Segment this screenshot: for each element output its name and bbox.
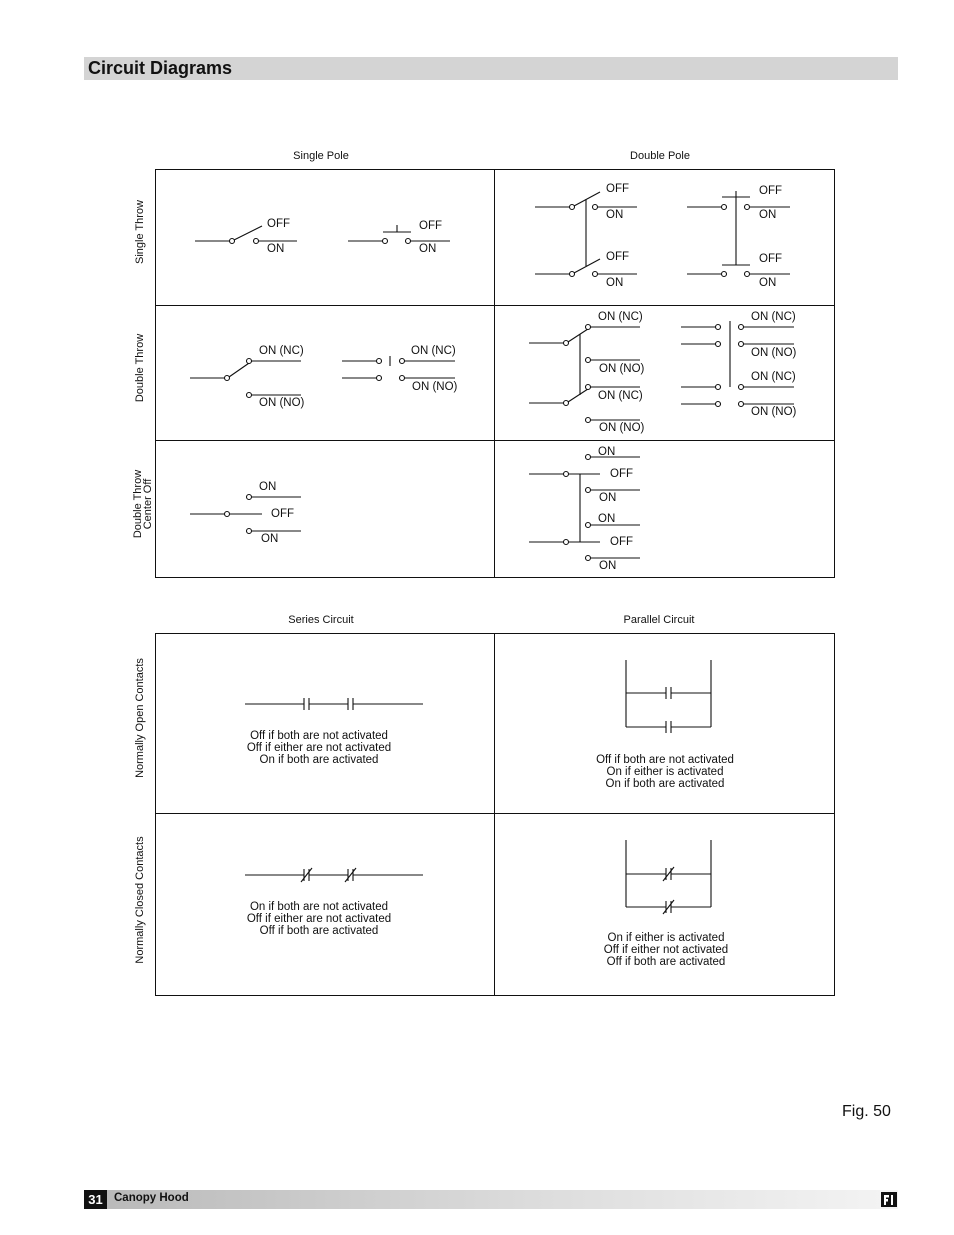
svg-text:ON (NO): ON (NO) xyxy=(599,363,645,375)
no-parallel-diagram xyxy=(626,660,711,733)
svg-text:OFF: OFF xyxy=(606,183,629,195)
svg-text:ON: ON xyxy=(599,492,617,504)
caption-line: On if either is activated xyxy=(606,766,724,778)
svg-text:ON: ON xyxy=(606,277,624,289)
row-header-line-1: Double Throw xyxy=(132,469,144,539)
svg-text:ON (NC): ON (NC) xyxy=(751,371,796,383)
page-number: 31 xyxy=(84,1190,107,1209)
svg-text:ON (NC): ON (NC) xyxy=(259,345,304,357)
caption-line: Off if both are not activated xyxy=(596,754,734,766)
caption-line: Off if either are not activated xyxy=(246,742,392,754)
svg-text:ON: ON xyxy=(599,560,617,572)
svg-text:ON (NO): ON (NO) xyxy=(259,397,305,409)
nc-parallel-caption xyxy=(546,932,786,968)
svg-text:ON: ON xyxy=(598,513,616,525)
caption-line: Off if both are not activated xyxy=(250,730,388,742)
caption-line: Off if both are activated xyxy=(606,956,726,968)
svg-text:OFF: OFF xyxy=(759,185,782,197)
svg-text:ON (NC): ON (NC) xyxy=(411,345,456,357)
caption-line: Off if both are activated xyxy=(259,925,379,937)
caption-line: Off if either not activated xyxy=(603,944,729,956)
row-header-normally-open: Normally Open Contacts xyxy=(134,658,146,778)
brand-logo-icon xyxy=(880,1190,898,1209)
row-header-single-throw: Single Throw xyxy=(134,200,146,264)
column-header-double-pole: Double Pole xyxy=(630,150,690,162)
svg-text:OFF: OFF xyxy=(610,536,633,548)
svg-text:ON (NC): ON (NC) xyxy=(751,311,796,323)
column-header-series-circuit: Series Circuit xyxy=(288,614,354,626)
no-series-diagram xyxy=(245,698,423,710)
caption-line: On if both are not activated xyxy=(249,901,389,913)
svg-text:ON: ON xyxy=(261,533,279,545)
svg-text:ON (NO): ON (NO) xyxy=(599,422,645,434)
column-header-single-pole: Single Pole xyxy=(293,150,349,162)
no-parallel-caption xyxy=(545,754,785,790)
column-header-parallel-circuit: Parallel Circuit xyxy=(623,614,695,626)
nc-series-diagram xyxy=(245,868,423,882)
svg-text:OFF: OFF xyxy=(419,220,442,232)
svg-text:ON: ON xyxy=(419,243,437,255)
figure-label: Fig. 50 xyxy=(842,1103,891,1120)
svg-text:ON: ON xyxy=(267,243,285,255)
row-header-normally-closed: Normally Closed Contacts xyxy=(134,836,146,964)
svg-text:ON (NC): ON (NC) xyxy=(598,390,643,402)
svg-text:ON: ON xyxy=(598,446,616,458)
page-footer xyxy=(84,1190,898,1209)
svg-text:OFF: OFF xyxy=(610,468,633,480)
caption-line: On if both are activated xyxy=(259,754,379,766)
caption-line: On if both are activated xyxy=(605,778,725,790)
svg-text:ON (NC): ON (NC) xyxy=(598,311,643,323)
svg-text:OFF: OFF xyxy=(759,253,782,265)
svg-text:ON (NO): ON (NO) xyxy=(751,406,797,418)
svg-text:OFF: OFF xyxy=(267,218,290,230)
row-header-double-throw: Double Throw xyxy=(134,333,146,403)
nc-parallel-diagram xyxy=(626,840,711,914)
svg-text:ON: ON xyxy=(759,209,777,221)
svg-text:ON (NO): ON (NO) xyxy=(751,347,797,359)
nc-series-caption xyxy=(199,901,439,937)
svg-text:OFF: OFF xyxy=(271,508,294,520)
no-series-caption xyxy=(199,730,439,766)
svg-text:ON: ON xyxy=(759,277,777,289)
document-title: Canopy Hood xyxy=(114,1192,189,1204)
svg-text:OFF: OFF xyxy=(606,251,629,263)
page-title: Circuit Diagrams xyxy=(88,58,233,78)
svg-text:ON: ON xyxy=(259,481,277,493)
caption-line: Off if either are not activated xyxy=(246,913,392,925)
row-header-line-2: Center Off xyxy=(142,478,154,530)
svg-text:ON: ON xyxy=(606,209,624,221)
svg-text:ON (NO): ON (NO) xyxy=(412,381,458,393)
caption-line: On if either is activated xyxy=(607,932,725,944)
